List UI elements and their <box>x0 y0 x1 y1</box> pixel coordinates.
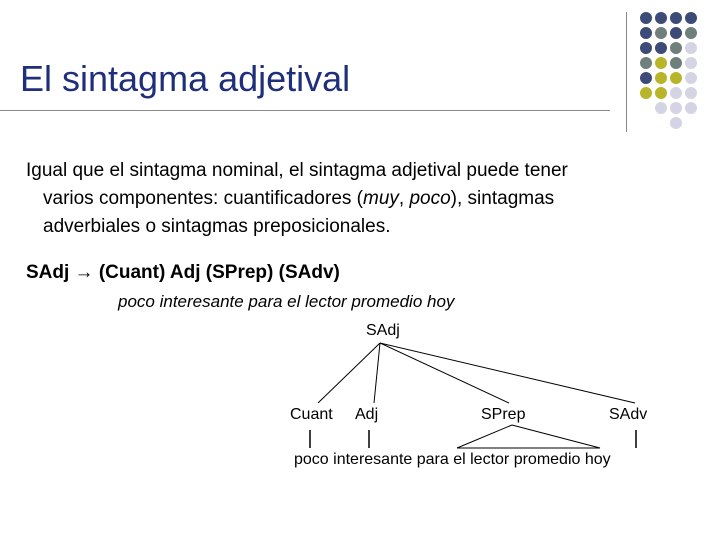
body-line-2-end: ), sintagmas <box>450 188 555 209</box>
body-line-3: adverbiales o sintagmas preposicionales. <box>43 216 391 237</box>
example-poco: poco <box>409 188 451 209</box>
example-phrase: poco interesante para el lector promedio hoy <box>118 292 455 311</box>
sprep-triangle-right <box>512 425 600 448</box>
sprep-triangle-left <box>457 425 512 448</box>
tree-node-sprep: SPrep <box>481 406 526 423</box>
tree-node-adj: Adj <box>355 406 379 423</box>
branch-root-sprep <box>380 343 509 403</box>
tree-node-root: SAdj <box>366 322 400 339</box>
branch-root-cuant <box>318 343 380 403</box>
branch-root-sadv <box>380 343 635 403</box>
body-line-1: Igual que el sintagma nominal, el sintagma adjetival puede tener <box>26 160 568 181</box>
example-muy: muy <box>363 188 399 209</box>
tree-node-sadv: SAdv <box>609 406 648 423</box>
body-line-2-start: varios componentes: cuantificadores ( <box>43 188 363 209</box>
phrase-structure-rule: SAdj → (Cuant) Adj (SPrep) (SAdv) <box>26 262 340 283</box>
branch-root-adj <box>374 343 380 403</box>
tree-terminals: poco interesante para el lector promedio hoy <box>294 451 611 468</box>
slide-title: El sintagma adjetival <box>20 58 351 99</box>
body-line-2-separator: , <box>398 188 410 209</box>
tree-node-cuant: Cuant <box>290 406 333 423</box>
